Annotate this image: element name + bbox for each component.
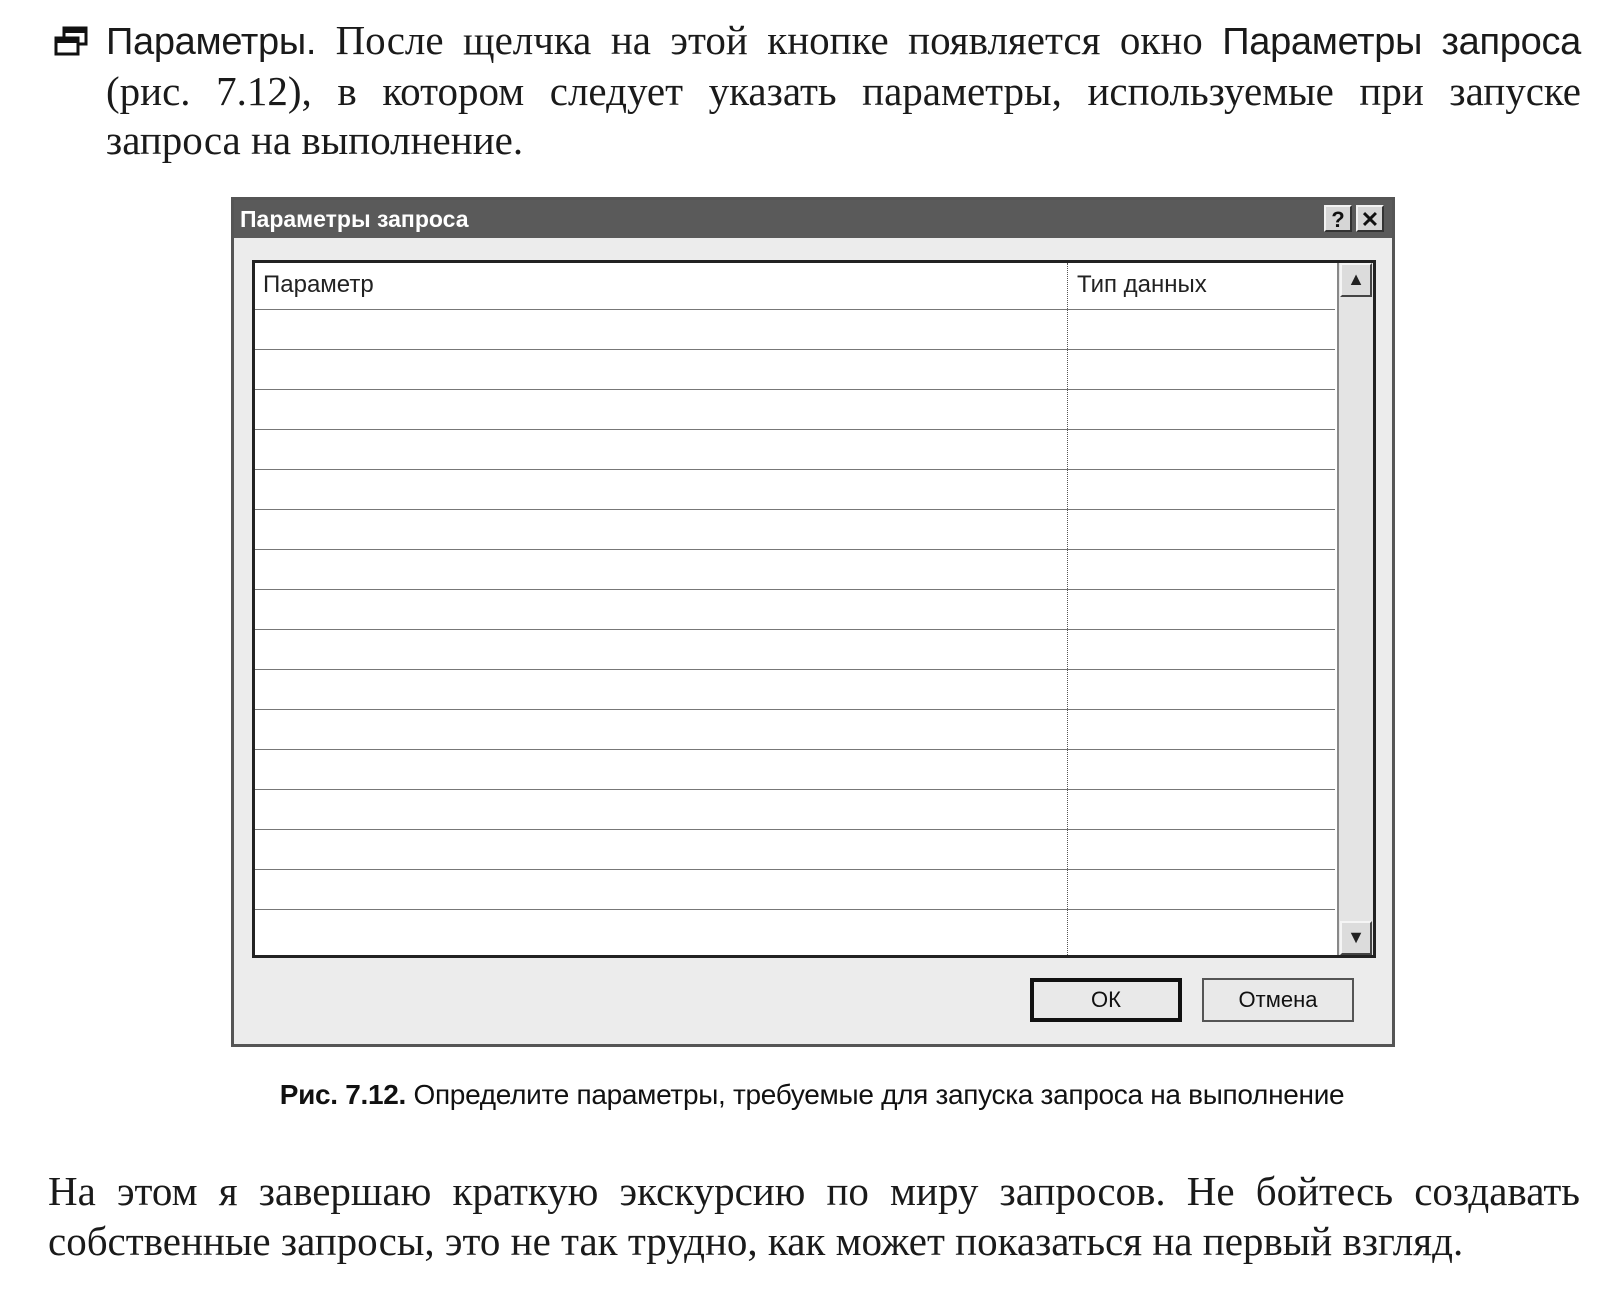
grid-row-line — [255, 669, 1335, 670]
bullet-text-1: После щелчка на этой кнопке появляется окно — [316, 17, 1223, 63]
cancel-button[interactable]: Отмена — [1202, 978, 1354, 1022]
grid-row-line — [255, 829, 1335, 830]
figure-caption-text: Определите параметры, требуемые для запуска запроса на выполнение — [405, 1079, 1345, 1110]
column-header-parameter: Параметр — [263, 271, 374, 298]
grid-row-line — [255, 789, 1335, 790]
grid-row-line — [255, 709, 1335, 710]
close-button[interactable]: ✕ — [1356, 205, 1384, 232]
grid-row-line — [255, 349, 1335, 350]
closing-paragraph: На этом я завершаю краткую экскурсию по миру запросов. Не бойтесь создавать собственные запросы, это не так трудно, как может показаться на первый взгляд. — [48, 1168, 1580, 1264]
vertical-scrollbar[interactable] — [1337, 263, 1373, 955]
parameters-grid[interactable] — [252, 260, 1376, 958]
grid-row-line — [255, 469, 1335, 470]
dialog-reference: Параметры запроса — [1222, 21, 1581, 63]
grid-row-line — [255, 629, 1335, 630]
window-restore-icon — [54, 26, 88, 56]
figure-caption — [0, 1079, 1624, 1111]
dialog-titlebar — [234, 200, 1392, 238]
bullet-paragraph — [106, 16, 1581, 165]
grid-row-line — [255, 389, 1335, 390]
column-header-data-type: Тип данных — [1077, 271, 1207, 298]
scroll-up-arrow-icon[interactable]: ▲ — [1340, 263, 1372, 297]
grid-row-line — [255, 749, 1335, 750]
grid-row-line — [255, 509, 1335, 510]
bullet-term: Параметры. — [106, 21, 317, 63]
grid-row-line — [255, 429, 1335, 430]
grid-row-line — [255, 549, 1335, 550]
grid-row-line — [255, 309, 1335, 310]
grid-row-line — [255, 909, 1335, 910]
help-button[interactable]: ? — [1324, 205, 1352, 232]
scroll-down-arrow-icon[interactable]: ▼ — [1340, 921, 1372, 955]
bullet-text-2: (рис. 7.12), в котором следует указать параметры, используемые при запуске запроса на выполнение. — [106, 68, 1581, 163]
ok-button[interactable]: ОК — [1030, 978, 1182, 1022]
query-parameters-dialog — [231, 197, 1395, 1047]
column-divider — [1067, 263, 1068, 955]
figure-number: Рис. 7.12. — [279, 1079, 406, 1110]
dialog-title: Параметры запроса — [240, 206, 469, 232]
grid-row-line — [255, 589, 1335, 590]
grid-row-line — [255, 869, 1335, 870]
